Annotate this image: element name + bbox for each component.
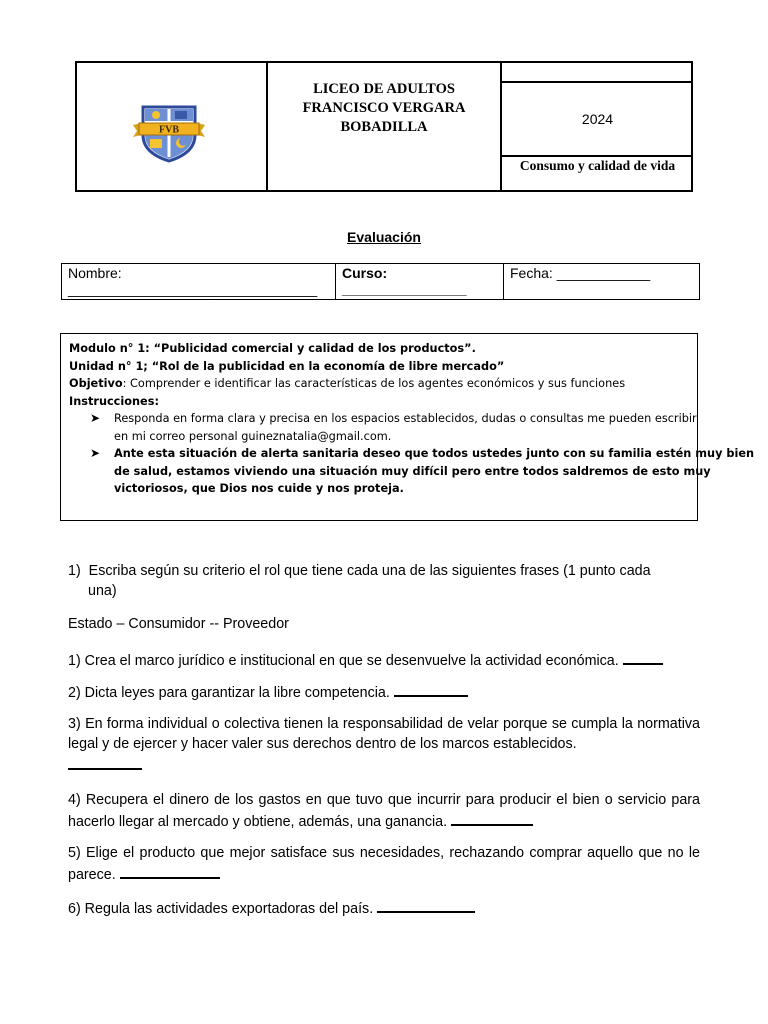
question-1-number: 1) xyxy=(68,563,81,579)
item-3 xyxy=(68,714,700,776)
item-4-text: 4) Recupera el dinero de los gastos en que tuvo que incurrir para producir el bien o servicio para hacerlo llegar al mercado y obtiene, además, una ganancia. xyxy=(68,792,700,830)
bullet2-line1: Ante esta situación de alerta sanitaria deseo que todos ustedes junto con su familia estén muy bien xyxy=(114,447,755,460)
instruction-bullet-2 xyxy=(69,445,755,498)
arrow-bullet-icon: ➤ xyxy=(90,411,101,425)
answer-blank-1[interactable] xyxy=(623,649,663,665)
name-field[interactable] xyxy=(62,264,336,299)
date-label: Fecha: ____________ xyxy=(510,265,651,281)
item-3-text: 3) En forma individual o colectiva tienen la responsabilidad de velar porque se cumpla la normativa legal y de ejercer y hacer valer sus derechos dentro de los marcos establecidos. xyxy=(68,716,700,752)
date-field[interactable] xyxy=(504,264,699,299)
item-3-blank-row xyxy=(68,754,700,776)
instruction-bullet-1 xyxy=(69,410,697,445)
logo-cell xyxy=(77,63,268,190)
item-1-text: 1) Crea el marco jurídico e institucional en que se desenvuelve la actividad económica. xyxy=(68,653,619,669)
answer-blank-4[interactable] xyxy=(451,810,533,826)
course-field[interactable] xyxy=(336,264,504,299)
module-info-box xyxy=(60,333,755,521)
roles-list: Estado – Consumidor -- Proveedor xyxy=(68,616,289,632)
evaluation-title: Evaluación xyxy=(347,229,421,245)
instructions-label: Instrucciones: xyxy=(69,394,159,408)
info-cell xyxy=(502,63,693,190)
bullet2-line2: de salud, estamos viviendo una situación muy difícil pero entre todos saldremos de esto muy xyxy=(114,464,711,478)
item-6-text: 6) Regula las actividades exportadoras del país. xyxy=(68,901,374,917)
name-label: Nombre: xyxy=(68,265,122,281)
arrow-bullet-icon: ➤ xyxy=(90,446,101,460)
school-line-2: FRANCISCO VERGARA xyxy=(302,100,466,116)
answer-blank-6[interactable] xyxy=(377,897,475,913)
answer-blank-5[interactable] xyxy=(120,863,220,879)
question-1-line-1 xyxy=(68,561,700,581)
student-info-table xyxy=(61,263,700,300)
item-2 xyxy=(68,681,700,703)
school-name-cell xyxy=(268,63,502,190)
objective-label: Objetivo xyxy=(69,377,123,390)
school-line-1: LICEO DE ADULTOS xyxy=(313,81,455,97)
subject-row: Consumo y calidad de vida xyxy=(519,158,676,173)
header-table xyxy=(75,61,693,192)
item-1 xyxy=(68,649,700,671)
item-4 xyxy=(68,790,700,832)
course-line: ________________ xyxy=(342,281,467,297)
year-row xyxy=(502,83,693,157)
school-name xyxy=(268,80,500,137)
logo-text: FVB xyxy=(159,124,179,136)
question-1-text: Escriba según su criterio el rol que tiene cada una de las siguientes frases (1 punto cada xyxy=(88,563,651,579)
item-2-text: 2) Dicta leyes para garantizar la libre competencia. xyxy=(68,685,390,701)
school-line-3: BOBADILLA xyxy=(340,119,428,135)
name-line: ________________________________ xyxy=(68,281,318,297)
question-1-line-2: una) xyxy=(88,583,117,599)
bullet1-line1: Responda en forma clara y precisa en los espacios establecidos, dudas o consultas me pueden escribir xyxy=(114,412,697,425)
empty-row xyxy=(502,63,693,83)
answer-blank-2[interactable] xyxy=(394,681,468,697)
answer-blank-3[interactable] xyxy=(68,754,142,770)
item-5-text: 5) Elige el producto que mejor satisface sus necesidades, rechazando comprar aquello que no le parece. xyxy=(68,845,700,883)
objective-line xyxy=(69,375,689,393)
objective-text: : Comprender e identificar las características de los agentes económicos y sus funciones xyxy=(122,377,626,390)
course-label: Curso: xyxy=(342,265,388,281)
item-6 xyxy=(68,897,700,919)
question-1 xyxy=(68,561,700,601)
module-line: Modulo n° 1: “Publicidad comercial y calidad de los productos”. xyxy=(69,342,476,355)
year-text: 2024 xyxy=(581,111,614,127)
school-crest-logo xyxy=(131,101,207,163)
bullet2-line3: victoriosos, que Dios nos cuide y nos proteja. xyxy=(114,482,404,495)
bullet1-line2: en mi correo personal guineznatalia@gmail.com. xyxy=(114,429,392,443)
item-5 xyxy=(68,843,700,885)
unit-line: Unidad n° 1; “Rol de la publicidad en la economía de libre mercado” xyxy=(69,359,505,373)
